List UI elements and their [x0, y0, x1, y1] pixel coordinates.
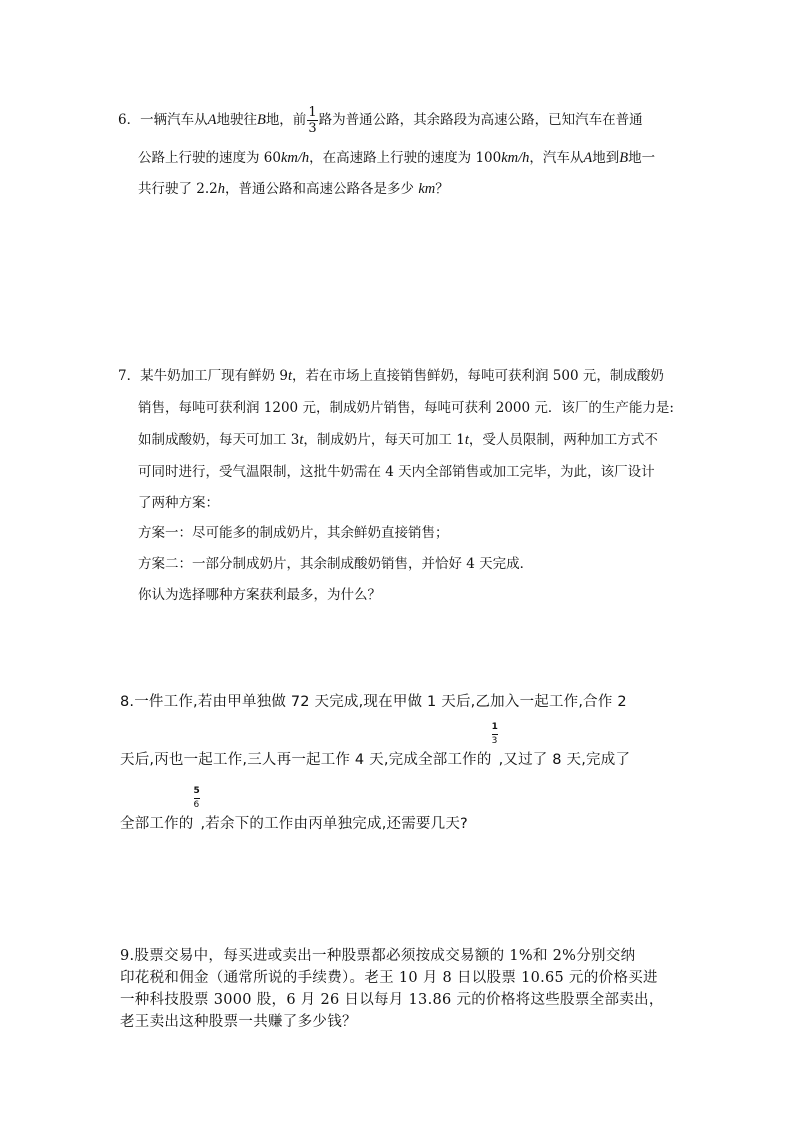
q6-text: 路为普通公路，其余路段为高速公路，已知汽车在普通: [318, 112, 643, 128]
q6-var-a: A: [583, 150, 593, 166]
q7-line-2: 销售，每吨可获利润 1200 元，制成奶片销售，每吨可获利 2000 元．该厂的生产能力是:: [138, 400, 674, 416]
q7-text: ，若在市场上直接销售鲜奶，每吨可获利润 500 元，制成酸奶: [292, 368, 664, 384]
q7-line-7: 方案二：一部分制成奶片，其余制成酸奶销售，并恰好 4 天完成．: [138, 556, 534, 572]
q6-fraction-denominator: 3: [308, 121, 317, 136]
q6-text: ，在高速路上行驶的速度为 100: [309, 150, 502, 166]
q6-fraction: [307, 106, 317, 135]
q8-text: 全部工作的: [120, 816, 194, 832]
q7-text: 如制成酸奶，每天可加工 3: [138, 432, 300, 448]
q6-unit: km/h: [501, 150, 530, 166]
q9-line-3: 一种科技股票 3000 股，6 月 26 日以每月 13.86 元的价格将这些股票全部卖出，: [120, 992, 664, 1008]
q7-line-6: 方案一：尽可能多的制成奶片，其余鲜奶直接销售；: [138, 525, 449, 541]
q6-line-1: [118, 106, 643, 135]
q6-var-b: B: [256, 112, 266, 128]
q6-var-a: A: [207, 112, 217, 128]
q6-unit: km/h: [280, 150, 310, 166]
q6-text: 6．一辆汽车从: [118, 112, 208, 128]
q6-var-b: B: [619, 150, 629, 166]
q6-fraction-numerator: 1: [308, 105, 317, 120]
q7-unit: t: [299, 432, 304, 448]
q8-text: ,又过了 8 天,完成了: [498, 752, 631, 768]
q7-text: ，受人员限制，两种加工方式不: [468, 432, 658, 448]
q9-line-4: 老王卖出这种股票一共赚了多少钱？: [120, 1014, 357, 1030]
q7-line-5: 了两种方案：: [138, 495, 219, 511]
q6-text: 共行驶了 2.2: [138, 181, 218, 197]
q6-text: 地，前: [265, 112, 307, 128]
q6-text: 公路上行驶的速度为 60: [138, 150, 281, 166]
q8-text: ,若余下的工作由丙单独完成,还需要几天?: [200, 816, 468, 832]
q6-unit: km: [418, 181, 436, 197]
q6-unit: h: [217, 181, 226, 197]
q8-line-2: [120, 722, 631, 769]
q8-fraction-denominator: 6: [193, 800, 200, 810]
q7-text: ，制成奶片，每天可加工 1: [303, 432, 465, 448]
q8-fraction-numerator: 1: [491, 722, 499, 732]
q8-fraction-one-third: [491, 722, 499, 764]
q8-fraction-bar: [194, 798, 200, 799]
q7-unit: t: [464, 432, 469, 448]
q6-text: ，普通公路和高速公路各是多少: [225, 181, 415, 197]
q6-line-3: [138, 177, 449, 198]
q7-line-1: [118, 364, 664, 385]
q9-line-2: 印花税和佣金（通常所说的手续费）。老王 10 月 8 日以股票 10.65 元的价格买进: [120, 970, 658, 986]
q7-text: 7．某牛奶加工厂现有鲜奶 9: [118, 368, 288, 384]
q6-line-2: [138, 146, 655, 167]
q9-line-1: 9.股票交易中，每买进或卖出一种股票都必须按成交易额的 1%和 2%分别交纳: [120, 948, 636, 964]
q8-fraction-numerator: 5: [193, 786, 200, 796]
q8-fraction-five-sixths: [193, 786, 201, 828]
q8-line-3: [120, 786, 468, 833]
q6-text: ，汽车从: [529, 150, 584, 166]
q7-line-8: 你认为选择哪种方案获利最多，为什么？: [138, 587, 381, 603]
q6-text: 地到: [592, 150, 620, 166]
q6-text: 地驶往: [216, 112, 257, 128]
q7-line-3: [138, 428, 658, 449]
q6-text: 地一: [628, 150, 656, 166]
q8-fraction-bar: [492, 734, 498, 735]
q8-line-1: 8.一件工作,若由甲单独做 72 天完成,现在甲做 1 天后,乙加入一起工作,合作 2: [120, 694, 627, 710]
q8-text: 天后,丙也一起工作,三人再一起工作 4 天,完成全部工作的: [120, 752, 492, 768]
q8-fraction-denominator: 3: [491, 736, 498, 746]
q7-unit: t: [287, 368, 293, 384]
q7-line-4: 可同时进行，受气温限制，这批牛奶需在 4 天内全部销售或加工完毕，为此，该厂设计: [138, 464, 655, 480]
q6-text: ？: [435, 181, 449, 197]
